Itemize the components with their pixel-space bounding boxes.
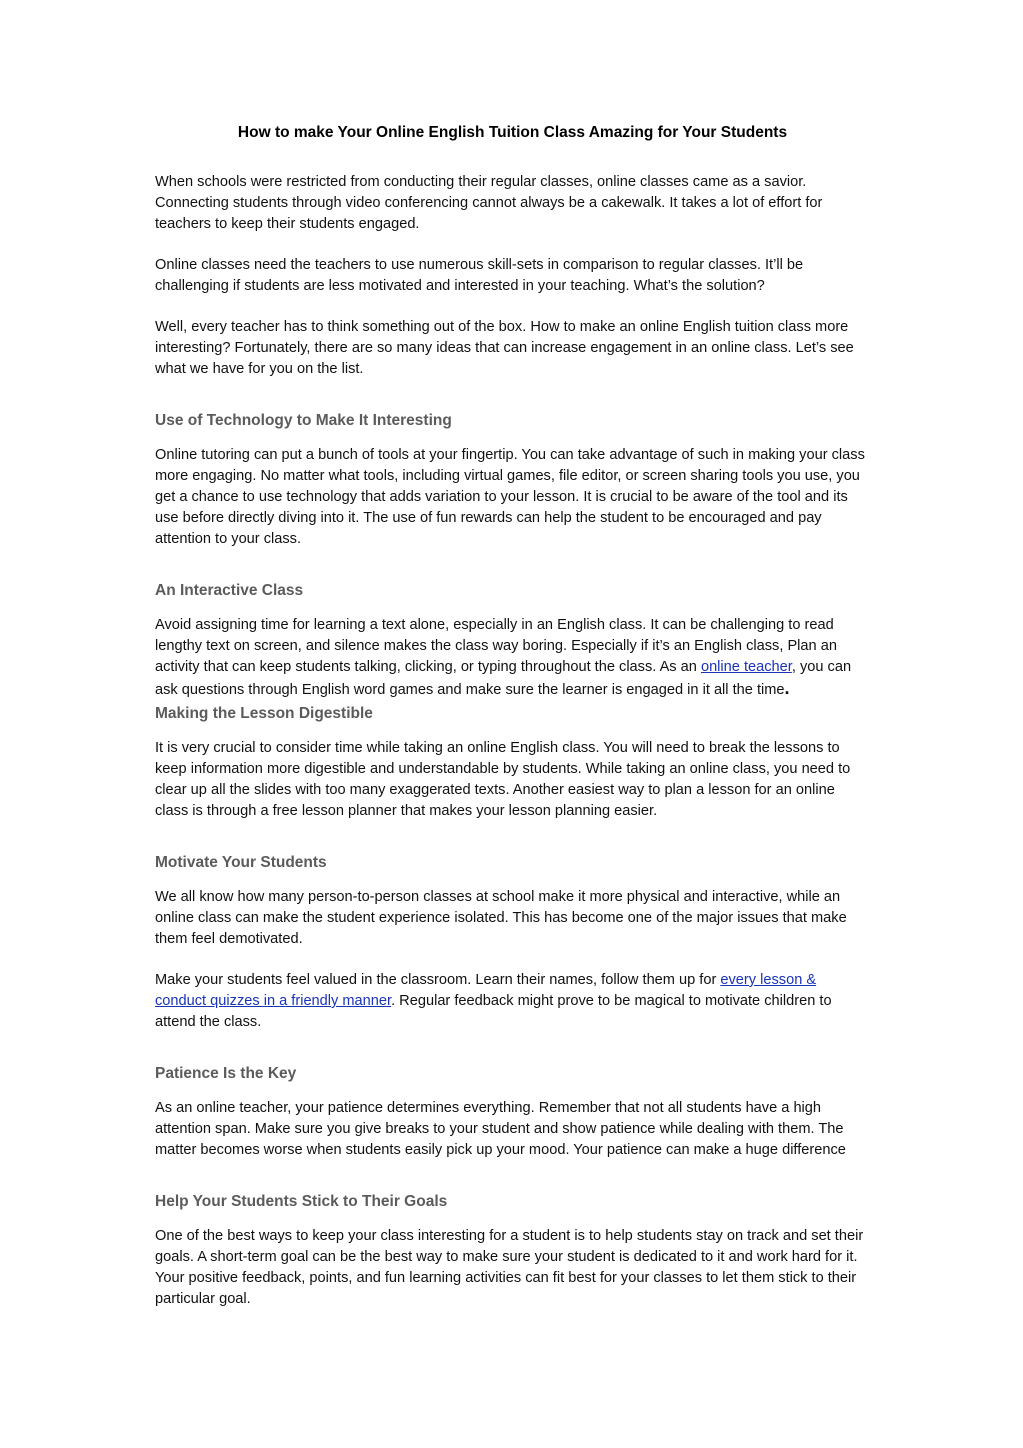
intro-paragraph-2: Online classes need the teachers to use numerous skill-sets in comparison to regular classes. It’ll be challenging if students are less motivated and interested in your teaching. What’s the solution?	[155, 257, 804, 294]
intro-paragraph-3: Well, every teacher has to think something out of the box. How to make an online English tuition class more interesting? Fortunately, there are so many ideas that can increase engagement in an online class. Let’s see what we have for you on the list.	[155, 319, 854, 377]
paragraph-digestible: It is very crucial to consider time while taking an online English class. You will need to break the lessons to keep information more digestible and understandable by students. While taking an online class, you need to clear up all the slides with too many exaggerated texts. Another easiest way to plan a lesson for an online class is through a free lesson planner that makes your lesson planning easier.	[155, 740, 851, 819]
motivate-text-before: Make your students feel valued in the classroom. Learn their names, follow them up for	[155, 972, 721, 988]
heading-digestible: Making the Lesson Digestible	[155, 705, 373, 722]
online-teacher-link[interactable]: online teacher	[700, 659, 792, 675]
paragraph-interactive	[155, 615, 870, 701]
heading-technology: Use of Technology to Make It Interesting	[155, 412, 452, 429]
heading-goals: Help Your Students Stick to Their Goals	[155, 1193, 448, 1210]
paragraph-goals: One of the best ways to keep your class interesting for a student is to help students stay on track and set their goals. A short-term goal can be the best way to make sure your student is dedicated to it and work hard for it. Your positive feedback, points, and fun learning activities can fit best for your classes to let them stick to their particular goal.	[155, 1228, 864, 1307]
document-page	[155, 122, 870, 1330]
page-title: How to make Your Online English Tuition Class Amazing for Your Students	[237, 124, 788, 141]
interactive-end-mark: .	[784, 678, 790, 698]
heading-patience: Patience Is the Key	[155, 1065, 297, 1082]
every-lesson-link[interactable]: every lesson & conduct quizzes in a friendly manner	[155, 972, 817, 1009]
motivate-text-after: . Regular feedback might prove to be magical to motivate children to attend the class.	[155, 993, 832, 1030]
heading-interactive: An Interactive Class	[155, 582, 304, 599]
heading-motivate: Motivate Your Students	[155, 854, 327, 871]
paragraph-technology: Online tutoring can put a bunch of tools at your fingertip. You can take advantage of such in making your class more engaging. No matter what tools, including virtual games, file editor, or screen sharing tools you use, you get a chance to use technology that adds variation to your lesson. It is crucial to be aware of the tool and its use before directly diving into it. The use of fun rewards can help the student to be encouraged and pay attention to your class.	[155, 447, 865, 547]
paragraph-patience: As an online teacher, your patience determines everything. Remember that not all students have a high attention span. Make sure you give breaks to your student and show patience while dealing with them. The matter becomes worse when students easily pick up your mood. Your patience can make a huge difference	[155, 1100, 846, 1158]
interactive-text-after: , you can ask questions through English word games and make sure the learner is engaged in it all the time	[155, 659, 852, 698]
paragraph-motivate-2	[155, 970, 870, 1033]
paragraph-motivate-1: We all know how many person-to-person classes at school make it more physical and interactive, while an online class can make the student experience isolated. This has become one of the major issues that make them feel demotivated.	[155, 889, 847, 947]
interactive-text-before: Avoid assigning time for learning a text alone, especially in an English class. It can be challenging to read lengthy text on screen, and silence makes the class way boring. Especially if it’s an English class, Plan an activity that can keep students talking, clicking, or typing throughout the class. As an	[155, 617, 837, 675]
intro-paragraph-1: When schools were restricted from conducting their regular classes, online classes came as a savior. Connecting students through video conferencing cannot always be a cakewalk. It takes a lot of effort for teachers to keep their students engaged.	[155, 174, 823, 232]
